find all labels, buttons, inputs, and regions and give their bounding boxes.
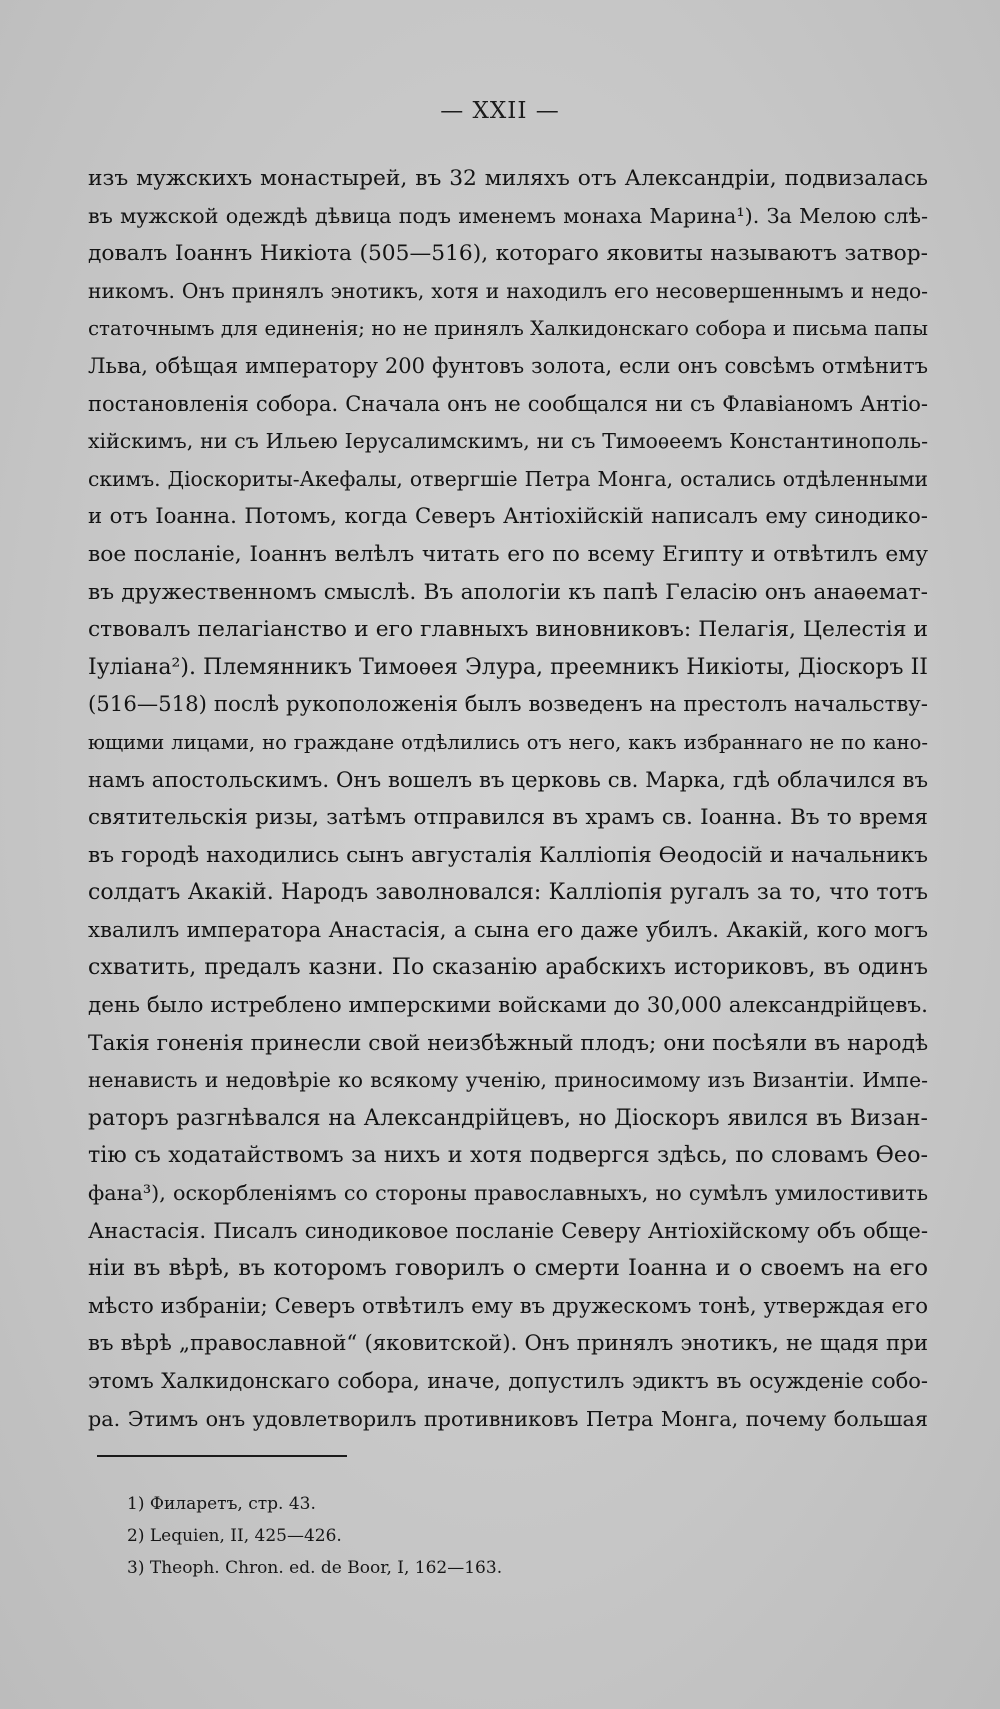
text-line: вое посланіе, Іоаннъ велѣлъ читать его по всему Египту и отвѣтилъ ему: [88, 541, 928, 567]
text-line: день было истреблено имперскими войсками до 30,000 александрійцевъ.: [88, 993, 928, 1019]
text-line: скимъ. Діоскориты-Акефалы, отвергшіе Петра Монга, остались отдѣленными: [88, 466, 928, 491]
text-line: схватить, предалъ казни. По сказанію арабскихъ историковъ, въ одинъ: [88, 955, 928, 981]
text-line: тію съ ходатайствомъ за нихъ и хотя подвергся здѣсь, по словамъ Ѳео-: [88, 1142, 928, 1169]
text-line: хвалилъ императора Анастасія, а сына его даже убилъ. Акакій, кого могъ: [88, 917, 928, 943]
text-line: въ мужской одеждѣ дѣвица подъ именемъ монаха Марина¹). За Мелою слѣ-: [88, 203, 928, 228]
text-line: никомъ. Онъ принялъ энотикъ, хотя и находилъ его несовершеннымъ и недо-: [88, 278, 928, 303]
text-line: раторъ разгнѣвался на Александрійцевъ, но Діоскоръ явился въ Визан-: [88, 1105, 928, 1131]
text-line: (516—518) послѣ рукоположенія былъ возведенъ на престолъ начальству-: [88, 692, 928, 718]
text-line: изъ мужскихъ монастырей, въ 32 миляхъ отъ Александріи, подвизалась: [88, 166, 928, 191]
footnotes: [127, 1488, 827, 1584]
text-line: этомъ Халкидонскаго собора, иначе, допустилъ эдиктъ въ осужденіе собо-: [88, 1369, 928, 1393]
text-line: мѣсто избраніи; Северъ отвѣтилъ ему въ дружескомъ тонѣ, утверждая его: [88, 1293, 928, 1319]
text-line: постановленія собора. Сначала онъ не сообщался ни съ Флавіаномъ Антіо-: [88, 391, 928, 416]
text-line: статочнымъ для единенія; но не принялъ Халкидонскаго собора и письма папы: [88, 317, 928, 341]
text-line: Іуліана²). Племянникъ Тимоѳея Элура, преемникъ Никіоты, Діоскоръ II: [88, 654, 928, 680]
footnote: 2) Lequien, II, 425—426.: [127, 1526, 342, 1546]
text-line: солдатъ Акакій. Народъ заволновался: Калліопія ругалъ за то, что тотъ: [88, 880, 928, 906]
text-line: Льва, обѣщая императору 200 фунтовъ золота, если онъ совсѣмъ отмѣнитъ: [88, 353, 928, 378]
text-line: хійскимъ, ни съ Ильею Іерусалимскимъ, ни съ Тимоѳеемъ Константинополь-: [88, 429, 928, 454]
footnote: 1) Филаретъ, стр. 43.: [127, 1494, 316, 1514]
text-line: въ городѣ находились сынъ августалія Калліопія Ѳеодосій и начальникъ: [88, 842, 928, 868]
text-line: намъ апостольскимъ. Онъ вошелъ въ церковь св. Марка, гдѣ облачился въ: [88, 767, 928, 793]
page-number-header: — XXII —: [440, 98, 560, 124]
footnote: 3) Theoph. Chron. ed. de Boor, I, 162—163.: [127, 1558, 503, 1578]
footnote-divider: [97, 1455, 347, 1457]
text-line: ра. Этимъ онъ удовлетворилъ противниковъ Петра Монга, почему большая: [88, 1406, 928, 1431]
text-line: ніи въ вѣрѣ, въ которомъ говорилъ о смерти Іоанна и о своемъ на его: [88, 1255, 928, 1282]
text-line: и отъ Іоанна. Потомъ, когда Северъ Антіохійскій написалъ ему синодико-: [88, 504, 928, 530]
text-line: святительскія ризы, затѣмъ отправился въ храмъ св. Іоанна. Въ то время: [88, 805, 928, 831]
text-line: ненависть и недовѣріе ко всякому ученію, приносимому изъ Византіи. Импе-: [88, 1068, 928, 1093]
text-line: Анастасія. Писалъ синодиковое посланіе Северу Антіохійскому объ обще-: [88, 1218, 928, 1244]
text-line: фана³), оскорбленіямъ со стороны православныхъ, но сумѣлъ умилостивить: [88, 1181, 928, 1206]
text-line: Такія гоненія принесли свой неизбѣжный плодъ; они посѣяли въ народѣ: [88, 1030, 928, 1056]
body-text: [88, 160, 928, 1438]
text-line: ствовалъ пелагіанство и его главныхъ виновниковъ: Пелагія, Целестія и: [88, 617, 928, 643]
text-line: довалъ Іоаннъ Никіота (505—516), котораго яковиты называютъ затвор-: [88, 241, 928, 267]
text-line: въ дружественномъ смыслѣ. Въ апологіи къ папѣ Геласію онъ анаѳемат-: [88, 579, 928, 605]
text-line: въ вѣрѣ „православной“ (яковитской). Онъ принялъ энотикъ, не щадя при: [88, 1331, 928, 1357]
text-line: ющими лицами, но граждане отдѣлились отъ него, какъ избраннаго не по кано-: [88, 730, 928, 754]
